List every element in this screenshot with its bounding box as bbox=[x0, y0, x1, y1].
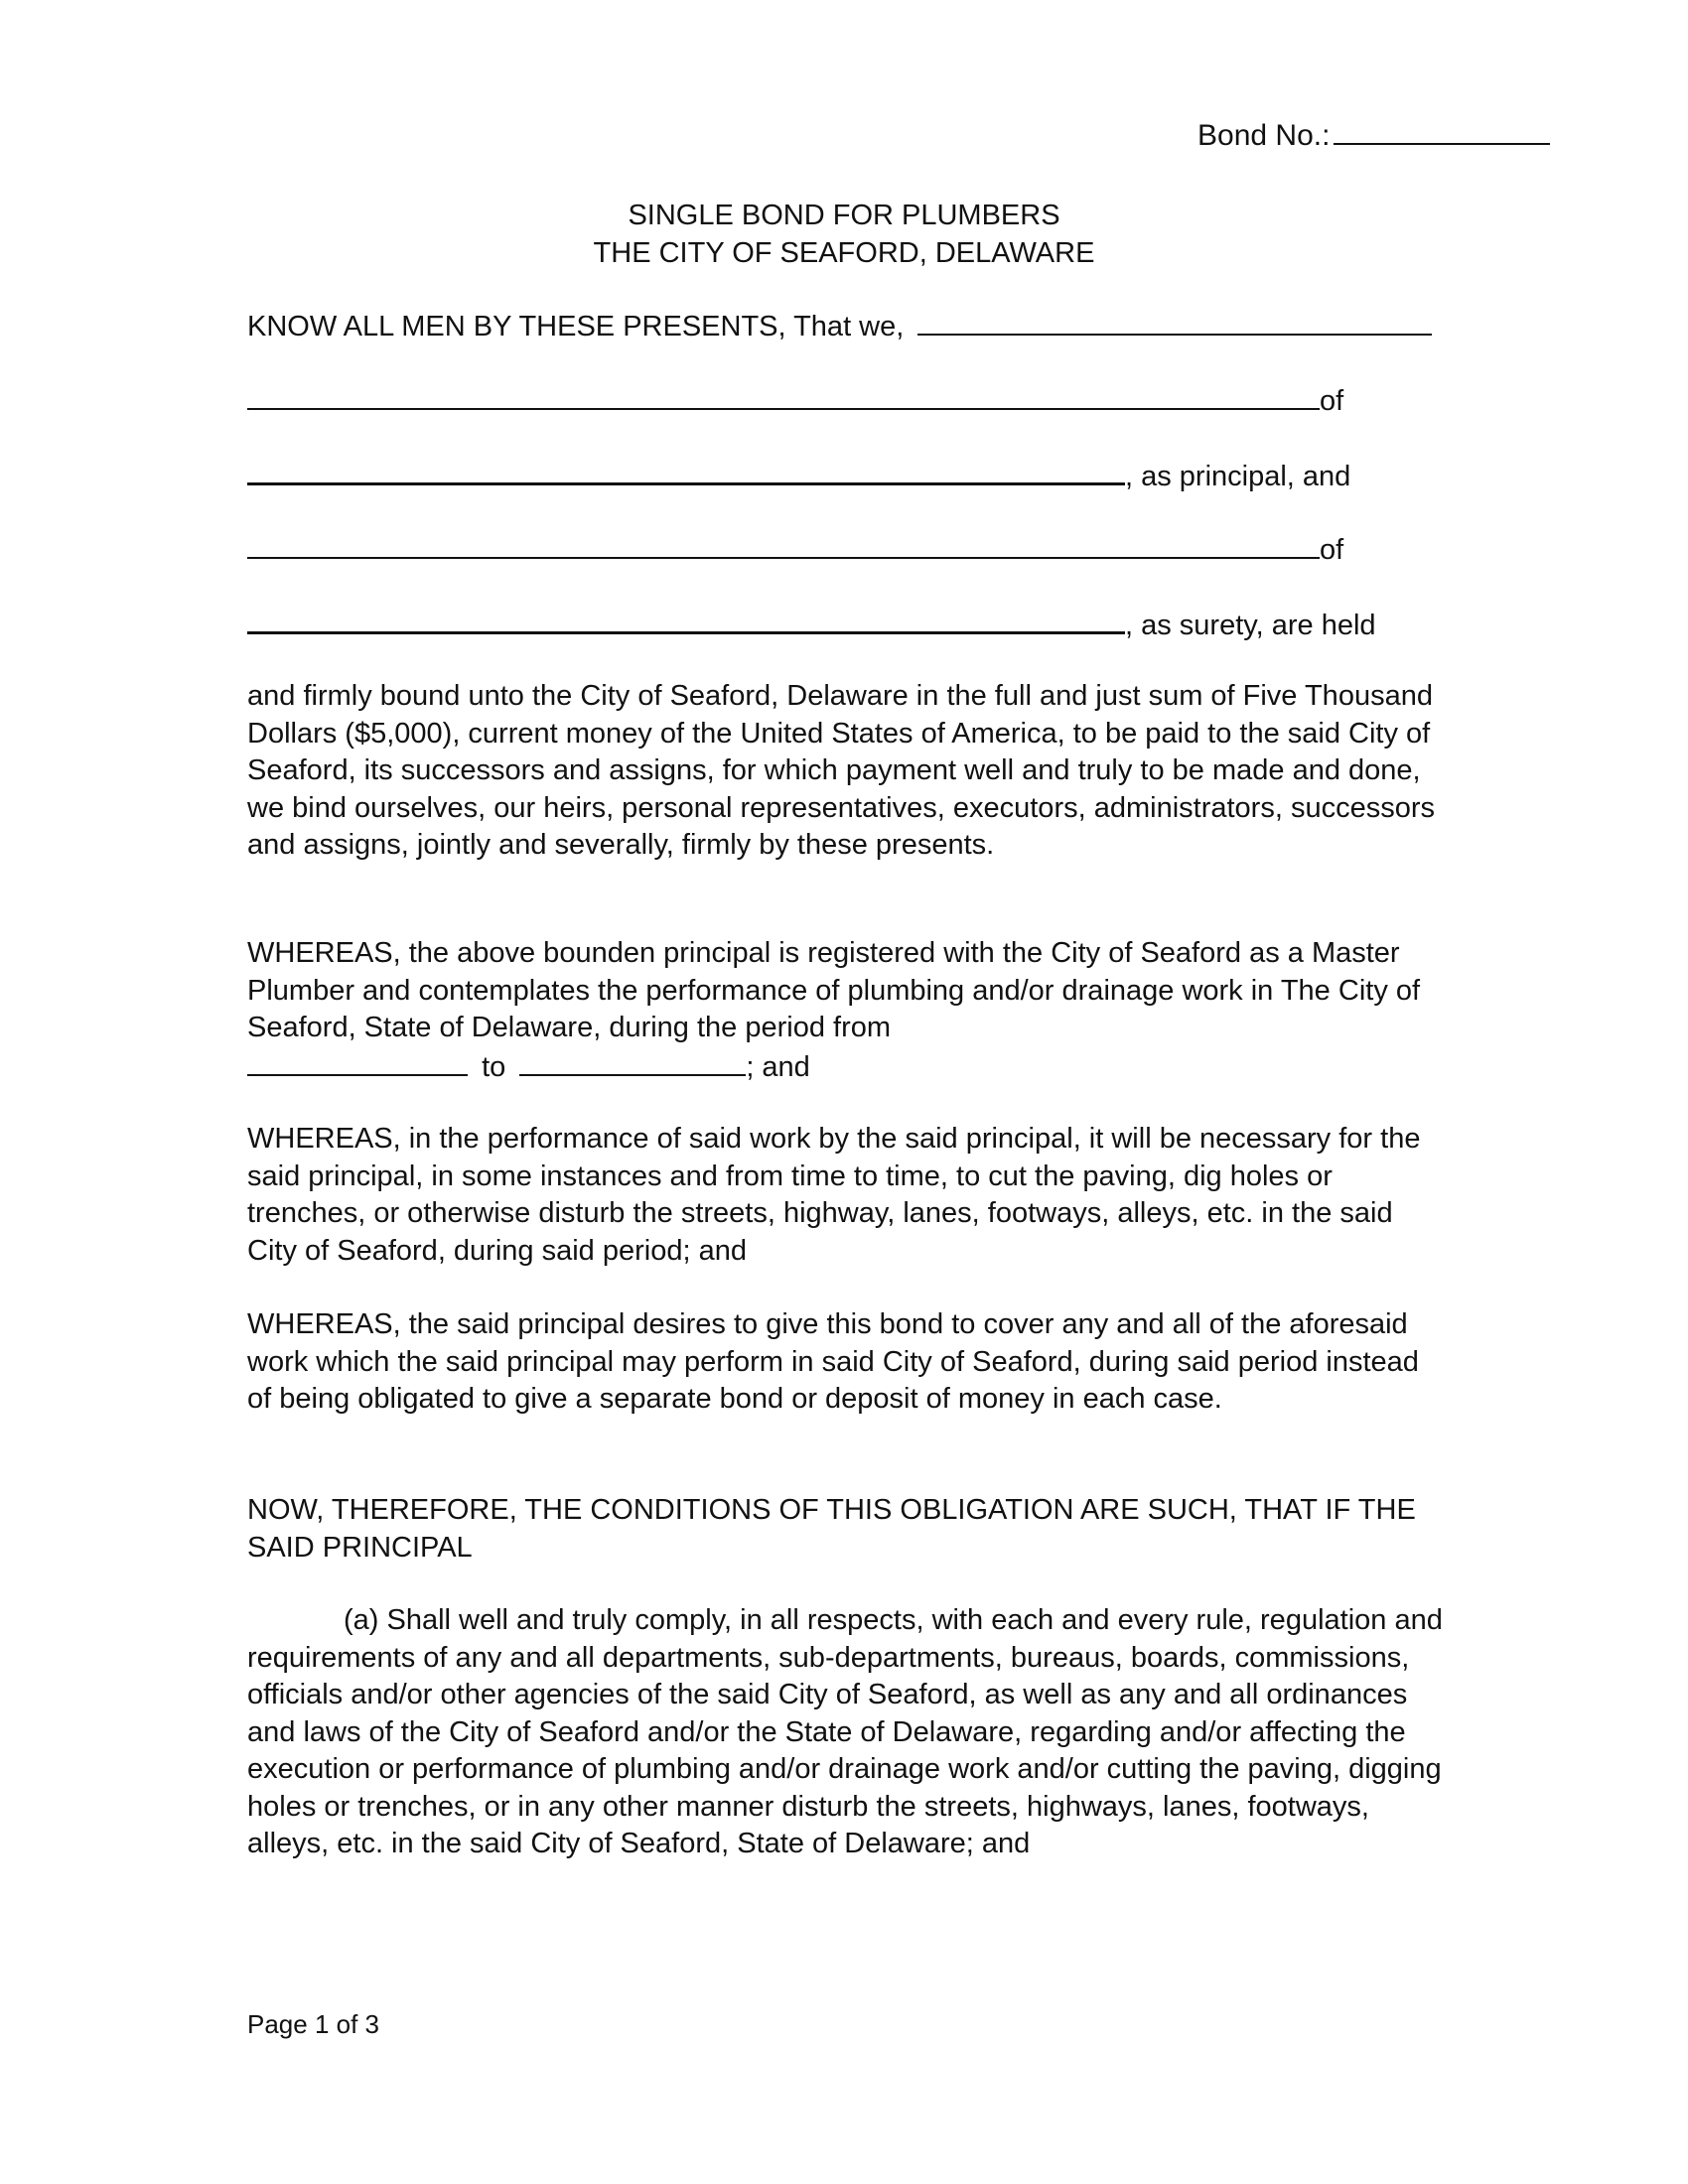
surety-name-row bbox=[247, 533, 1343, 567]
now-therefore-paragraph: NOW, THEREFORE, THE CONDITIONS OF THIS OBLIGATION ARE SUCH, THAT IF THE SAID PRINCIPAL bbox=[247, 1494, 1416, 1564]
period-row bbox=[247, 1050, 810, 1084]
principal-address-row bbox=[247, 459, 1350, 493]
of-label-2: of bbox=[1320, 534, 1344, 566]
condition-a-text: (a) Shall well and truly comply, in all respects, with each and every rule, regulation and requirements of any and all departments, sub-departments, bureaus, boards, commissions, officials and/or other agencies of the said City of Seaford, as well as any and all ordinances and laws of the City of Seaford and/or the State of Delaware, regarding and/or affecting the execution or performance of plumbing and/or drainage work and/or cutting the paving, digging holes or trenches, or in any other manner disturb the streets, highways, lanes, footways, alleys, etc. in the said City of Seaford, State of Delaware; and bbox=[247, 1604, 1443, 1859]
period-to-label: to bbox=[482, 1051, 506, 1083]
of-label-1: of bbox=[1320, 385, 1344, 417]
whereas-paving-paragraph: WHEREAS, in the performance of said work by the said principal, it will be necessary for the said principal, in some instances and from time to time, to cut the paving, dig holes or trenches, or otherwise disturb the streets, highway, lanes, footways, alleys, etc. in the said City of Seaford, during said period; and bbox=[247, 1123, 1421, 1267]
condition-a-paragraph bbox=[247, 1602, 1449, 1863]
page-number: Page 1 of 3 bbox=[247, 2009, 379, 2039]
whereas-bond-paragraph: WHEREAS, the said principal desires to give this bond to cover any and all of the aforesaid work which the said principal may perform in said City of Seaford, during said period instead of being obligated to give a separate bond or deposit of money in each case. bbox=[247, 1308, 1419, 1415]
as-principal-label: , as principal, and bbox=[1125, 461, 1351, 492]
principal-name-blank[interactable] bbox=[917, 310, 1432, 336]
whereas-registration-paragraph: WHEREAS, the above bounden principal is registered with the City of Seaford as a Master Plumber and contemplates the performance of plumbing and/or drainage work in The City of Seaford, State of Delaware, during the period from bbox=[247, 937, 1421, 1043]
principal-location-row bbox=[247, 384, 1343, 418]
title-line-2: THE CITY OF SEAFORD, DELAWARE bbox=[593, 237, 1095, 269]
bond-number-blank[interactable] bbox=[1334, 117, 1550, 145]
surety-address-blank[interactable] bbox=[247, 608, 1125, 634]
bond-number-field bbox=[1197, 117, 1550, 153]
parties-intro-text: KNOW ALL MEN BY THESE PRESENTS, That we, bbox=[247, 311, 905, 342]
principal-location-blank[interactable] bbox=[247, 384, 1320, 410]
title-line-1: SINGLE BOND FOR PLUMBERS bbox=[628, 200, 1060, 231]
parties-intro-row bbox=[247, 310, 1432, 343]
surety-address-row bbox=[247, 608, 1376, 642]
period-end-blank[interactable] bbox=[519, 1050, 746, 1076]
as-surety-label: , as surety, are held bbox=[1125, 610, 1376, 641]
principal-address-blank[interactable] bbox=[247, 459, 1125, 485]
bond-number-label: Bond No.: bbox=[1197, 119, 1331, 152]
surety-name-blank[interactable] bbox=[247, 533, 1320, 559]
document-title bbox=[0, 197, 1688, 272]
period-start-blank[interactable] bbox=[247, 1050, 468, 1076]
bound-paragraph: and firmly bound unto the City of Seaford, Delaware in the full and just sum of Five Thousand Dollars ($5,000), current money of the United States of America, to be paid to the said City of Seaford, its successors and assigns, for which payment well and truly to be made and done, we bind ourselves, our heirs, personal representatives, executors, administrators, successors and assigns, jointly and severally, firmly by these presents. bbox=[247, 680, 1435, 861]
period-end-label: ; and bbox=[746, 1051, 810, 1083]
